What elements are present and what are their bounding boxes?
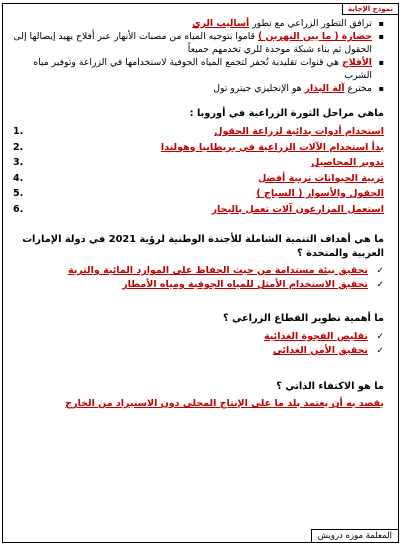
stage-item-3: تدوير المحاصيل .3: [13, 157, 384, 168]
question-importance: ما أهمية تطوير القطاع الزراعي ؟: [222, 313, 384, 324]
question-stages: ماهي مراحل الثورة الزراعية في أوروبا :: [189, 108, 384, 119]
intro-bullet-2: ▪ حضارة ( ما بين النهرين ) قاموا بتوجيه المياه من مصبات الأنهار عبر أفلاج يهيد إيصالها إلى الحقول ثم بناء شبكة موحدة للري تخدمهم جميعاً: [13, 30, 384, 56]
check-icon: ✓: [376, 332, 384, 342]
worksheet-content: [13, 17, 384, 411]
question-self-sufficiency: ما هو الاكتفاء الذاتي ؟: [276, 381, 384, 392]
stage-item-6: استعمل المزارعون آلات تعمل بالبخار .6: [13, 203, 384, 215]
importance-item-1: ✓ تقليص الفجوة الغذائية: [264, 331, 384, 342]
answer-key-tag: نموذج الإجابة: [342, 4, 398, 15]
page-frame: [2, 3, 399, 543]
check-icon: ✓: [376, 346, 384, 356]
goal-item-2: ✓ تحقيق الاستخدام الأمثل للمياه الجوفية ومياه الأمطار: [122, 279, 384, 290]
stage-item-1: استخدام أدوات بدائية لزراعة الحقول .1: [13, 126, 384, 137]
importance-item-2: ✓ تحقيق الأمن الغذائي: [272, 345, 384, 356]
goal-item-1: ✓ تحقيق بيئة مستدامة من حيث الحفاظ على الموارد المائية والتربة: [67, 265, 384, 276]
stage-item-5: الحقول والأسوار ( السياج ) .5: [13, 188, 384, 199]
intro-bullet-3: ▪ الأفلاج هي قنوات تقليدية تُحفر لتجمع المياه الجوفية لاستخدامها في الزراعة وتوفير مياه الشرب: [13, 56, 384, 82]
stage-item-4: تربية الحيوانات تربية أفضل .4: [13, 172, 384, 184]
teacher-name: المعلمة موزه درويش: [311, 529, 398, 542]
self-sufficiency-answer: يقصد به أن يعتمد بلد ما على الإنتاج المحلي دون الاستيراد من الخارج: [65, 398, 384, 409]
stage-item-2: بدأ استخدام الآلات الزراعية في بريطانيا وهولندا .2: [13, 141, 384, 153]
intro-bullet-1: ▪ ترافق التطور الزراعي مع تطور أساليب الري: [13, 17, 384, 30]
intro-bullet-4: ▪ مخترع آلة البذار هو الإنجليزي جيترو تول: [13, 82, 384, 95]
check-icon: ✓: [376, 280, 384, 290]
question-goals: ما هي أهداف التنمية الشاملة للأجندة الوطنية لرؤية 2021 في دولة الإمارات العربية والمتحدة ؟: [22, 234, 384, 259]
check-icon: ✓: [376, 266, 384, 276]
